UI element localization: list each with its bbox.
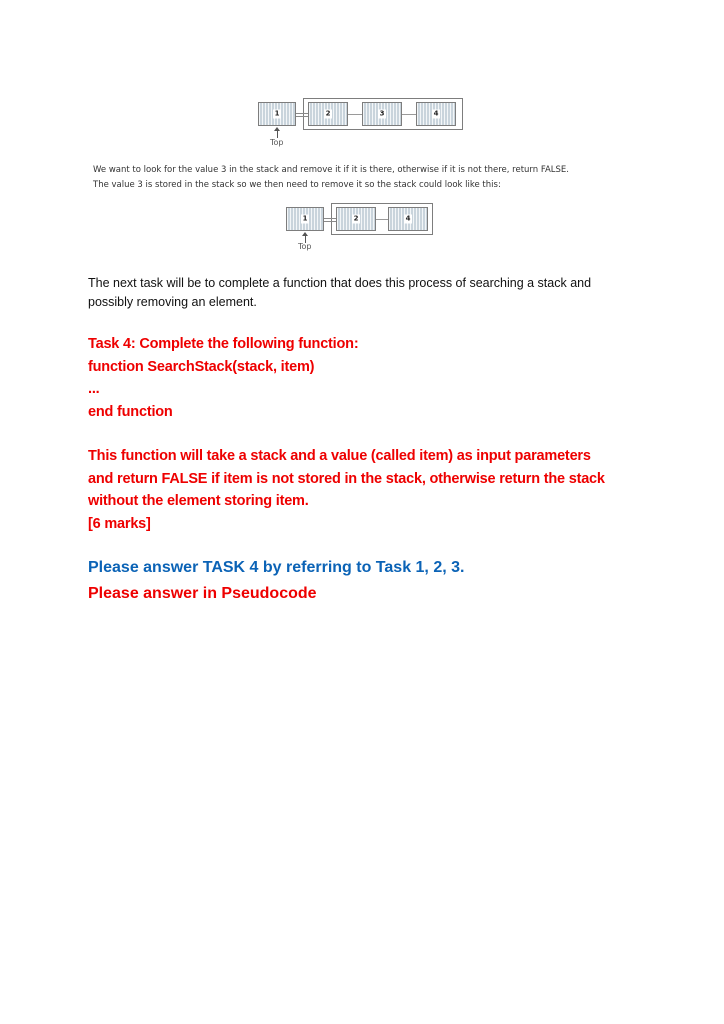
function-signature: function SearchStack(stack, item) [88,358,315,375]
stack-node [286,207,324,231]
top-label: Top [298,242,312,251]
node-value: 2 [325,109,331,118]
task4-heading-block [88,333,668,423]
intro-line: The value 3 is stored in the stack so we then need to remove it so the stack could look like this: [93,180,501,190]
intro-line: We want to look for the value 3 in the stack and remove it if it is there, otherwise if it is not there, return FALSE. [93,165,569,175]
next-task-paragraph [88,274,648,312]
task4-heading: Task 4: Complete the following function: [88,336,359,352]
function-body-ellipsis: ... [88,381,100,397]
instruction-red: Please answer in Pseudocode [88,585,317,602]
description-line: without the element storing item. [88,493,309,509]
node-link [376,219,388,220]
stack-node [336,207,376,231]
stack-node [388,207,428,231]
task4-description [88,445,668,535]
node-value: 2 [353,214,359,223]
description-line: This function will take a stack and a value (called item) as input parameters [88,448,591,464]
node-link [324,218,336,222]
description-line: and return FALSE if item is not stored in the stack, otherwise return the stack [88,470,605,487]
top-label: Top [270,138,284,147]
paragraph-line: The next task will be to complete a function that does this process of searching a stack and [88,276,592,290]
marks-label: [6 marks] [88,515,151,532]
stack-diagram-after [0,0,724,260]
node-value: 4 [405,214,411,223]
node-value: 4 [433,109,439,118]
function-end: end function [88,403,173,420]
paragraph-line: possibly removing an element. [88,295,257,309]
node-value: 1 [274,109,280,118]
instruction-blue: Please answer TASK 4 by referring to Task 1, 2, 3. [88,559,465,576]
node-value: 3 [379,109,385,118]
node-value: 1 [302,214,308,223]
